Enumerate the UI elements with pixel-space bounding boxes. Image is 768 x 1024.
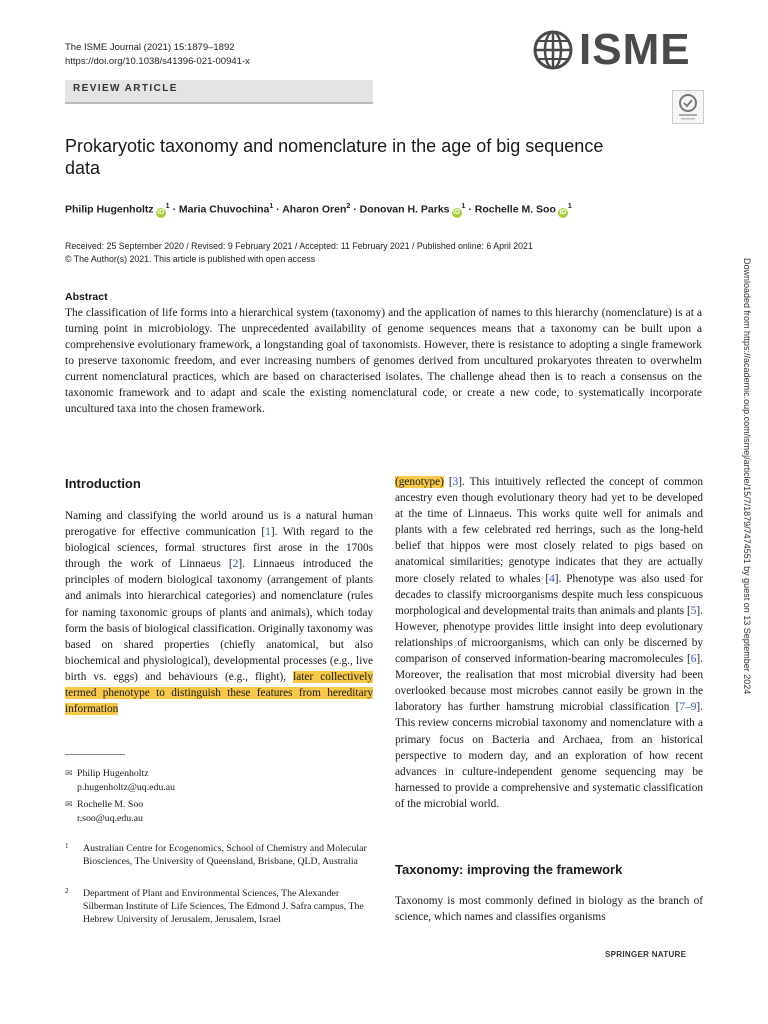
- affiliation-text: Australian Centre for Ecogenomics, School of Chemistry and Molecular Biosciences, The University of Queensland, Brisbane, QLD, Australia: [83, 843, 367, 867]
- author-name[interactable]: Rochelle M. Soo: [474, 203, 556, 216]
- article-title: Prokaryotic taxonomy and nomenclature in the age of big sequence data: [65, 136, 604, 178]
- highlighted-text[interactable]: later collectively termed phenotype to distinguish these features from hereditary information: [65, 670, 373, 716]
- download-watermark: Downloaded from https://academic.oup.com/ismej/article/15/7/1879/7474551 by guest on 13 September 2024: [742, 258, 752, 695]
- contact-email[interactable]: p.hugenholtz@uq.edu.au: [77, 782, 175, 793]
- citation-link[interactable]: 2: [232, 558, 239, 571]
- check-for-updates-icon: [673, 91, 703, 123]
- contact-name: Philip Hugenholtz: [77, 768, 149, 779]
- section-heading-introduction: Introduction: [65, 476, 141, 491]
- doi-link[interactable]: https://doi.org/10.1038/s41396-021-00941-x: [65, 56, 250, 67]
- citation-link[interactable]: 7–9: [679, 701, 697, 714]
- author-separator: ·: [273, 203, 283, 216]
- body-text: ]. This review concerns microbial taxonomy and nomenclature with a primary focus on Bacteria and Archaea, from an historical perspective to modern day, and an exploration of how recent advances in culture-independent genome sequencing may be harnessed to provide a comprehensive and systematic classification of the microbial world.: [395, 701, 703, 810]
- footnote-divider: [65, 754, 125, 755]
- body-text: Naming and classifying the world around us is a natural human prerogative for effective communication [: [65, 510, 373, 539]
- affiliation-marker: 1: [165, 203, 170, 210]
- introduction-paragraph: [65, 508, 373, 717]
- citation-link[interactable]: 6: [690, 653, 697, 666]
- abstract-heading: Abstract: [65, 291, 108, 303]
- citation-link[interactable]: 4: [549, 572, 555, 585]
- citation-link[interactable]: 5: [690, 604, 697, 617]
- body-text: [: [443, 476, 453, 488]
- author-separator: ·: [169, 203, 179, 216]
- body-text: ]. However, phenotype provides little insight into deep evolutionary relationships of microorganisms, which can only be discerned by comparison of conserved information-bearing macromolecules [: [395, 604, 703, 666]
- body-text: ]. This intuitively reflected the concept of common ancestry even though evolutionary theory had yet to be developed at the time of Linnaeus. This works quite well for animals and plants with a few celebrated red herrings, such as the long-held belief that hippos were most closely related to pigs based on anatomical similarities; genotype indicates that they are actually more closely related to whales [: [395, 476, 703, 585]
- author-separator: ·: [465, 203, 475, 216]
- orcid-icon[interactable]: iD: [157, 208, 165, 216]
- section-heading-taxonomy: Taxonomy: improving the framework: [395, 862, 623, 877]
- publication-dates: Received: 25 September 2020 / Revised: 9 February 2021 / Accepted: 11 February 2021 / Published online: 6 April 2021: [65, 241, 533, 251]
- envelope-icon: ✉: [65, 800, 73, 810]
- affiliation: [65, 842, 375, 868]
- citation-link[interactable]: 3: [452, 476, 459, 488]
- author-name[interactable]: Donovan H. Parks: [359, 203, 450, 216]
- affiliation-marker: 1: [567, 203, 572, 210]
- copyright-line: © The Author(s) 2021. This article is published with open access: [65, 254, 316, 264]
- author-name[interactable]: Maria Chuvochina: [178, 203, 270, 216]
- author-list: [65, 203, 572, 218]
- author-name[interactable]: Philip Hugenholtz: [65, 203, 154, 216]
- body-text: ]. Linnaeus introduced the principles of modern biological taxonomy (arrangement of plants and animals into hierarchical categories) and nomenclature (rules for naming taxonomic groups of plants and animals), which today form the basis of biological classification. Originally taxonomy was based on shared properties (chiefly anatomical, but also biochemical and physiological), developmental processes (e.g., live birth vs. eggs) and behaviours (e.g., flight),: [65, 558, 373, 683]
- affiliation-marker: 1: [269, 203, 274, 210]
- corresponding-author: [65, 798, 143, 825]
- article-type-bar: [65, 80, 373, 104]
- author-separator: ·: [350, 203, 360, 216]
- affiliation: [65, 887, 375, 926]
- isme-logo: [533, 25, 691, 74]
- affiliation-marker: 2: [346, 203, 351, 210]
- introduction-continued: [395, 474, 703, 812]
- affiliation-text: Department of Plant and Environmental Sciences, The Alexander Silberman Institute of Life Sciences, The Edmond J. Safra campus, The Hebrew University of Jerusalem, Jerusalem, Israel: [83, 888, 364, 925]
- abstract-text: The classification of life forms into a hierarchical system (taxonomy) and the application of names to this hierarchy (nomenclature) is at a turning point in microbiology. The unprecedented availability of genome sequences means that a taxonomy can be built upon a comprehensive evolutionary framework, a longstanding goal of taxonomists. However, there is resistance to adopting a single framework to preserve taxonomic freedom, and ever increasing numbers of genomes derived from uncultured prokaryotes threaten to overwhelm current nomenclatural practices, which are based on characterised isolates. The challenge ahead then is to reach a consensus on the taxonomic framework and to adapt and scale the existing nomenclatural code, or create a new code, to systematically incorporate uncultured taxa into the chosen framework.: [65, 307, 702, 415]
- corresponding-author: [65, 767, 175, 794]
- affiliation-number: 1: [65, 842, 69, 850]
- contact-email[interactable]: r.soo@uq.edu.au: [77, 813, 143, 824]
- globe-icon: [533, 30, 573, 70]
- affiliation-number: 2: [65, 887, 69, 895]
- body-text: ]. Phenotype was also used for decades to classify microorganisms despite much less conspicuous morphological and developmental traits than animals and plants [: [395, 572, 703, 617]
- author-name[interactable]: Aharon Oren: [282, 203, 347, 216]
- citation-link[interactable]: 1: [265, 526, 271, 539]
- body-text: ]. Moreover, the realisation that most microbial diversity had been overlooked because most microbes cannot easily be grown in the laboratory has further hamstrung microbial classification [: [395, 653, 703, 714]
- body-text: ]. With regard to the biological sciences, formal structures first arose in the 1700s through the work of Linnaeus [: [65, 526, 373, 571]
- orcid-icon[interactable]: iD: [453, 208, 461, 216]
- article-type-label: REVIEW ARTICLE: [73, 83, 178, 94]
- contact-name: Rochelle M. Soo: [77, 799, 144, 810]
- orcid-icon[interactable]: iD: [559, 208, 567, 216]
- affiliation-marker: 1: [461, 203, 466, 210]
- publisher-logo: SPRINGER NATURE: [605, 950, 687, 959]
- journal-citation: The ISME Journal (2021) 15:1879–1892: [65, 42, 235, 53]
- check-for-updates-button[interactable]: [672, 90, 704, 124]
- envelope-icon: ✉: [65, 769, 73, 779]
- logo-wordmark: ISME: [579, 25, 691, 74]
- highlighted-text[interactable]: (genotype): [395, 476, 444, 488]
- taxonomy-paragraph: Taxonomy is most commonly defined in biology as the branch of science, which names and classifies organisms: [395, 895, 703, 924]
